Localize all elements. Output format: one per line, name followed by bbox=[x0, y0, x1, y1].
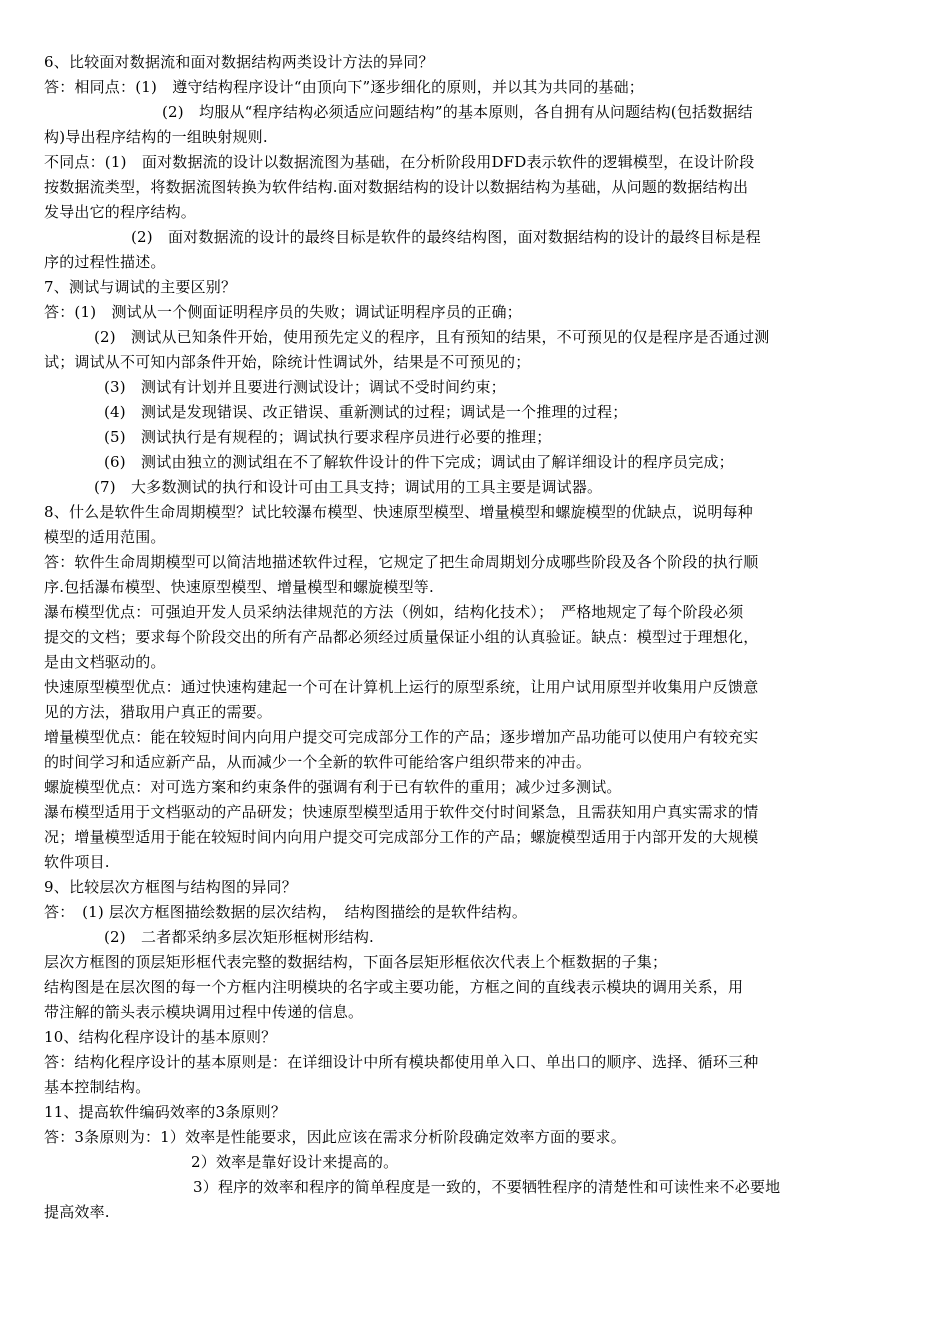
text-line: 答：(1) 测试从一个侧面证明程序员的失败；调试证明程序员的正确； bbox=[44, 303, 522, 321]
question-8-heading: 8、什么是软件生命周期模型？试比较瀑布模型、快速原型模型、增量模型和螺旋模型的优缺点，说明每种 bbox=[44, 503, 753, 521]
text-line: 按数据流类型，将数据流图转换为软件结构.面对数据结构的设计以数据结构为基础，从问题的数据结构出 bbox=[44, 178, 749, 196]
text-line: 见的方法，猎取用户真正的需要。 bbox=[44, 703, 273, 721]
text-line: 软件项目. bbox=[44, 853, 110, 871]
question-9-heading: 9、比较层次方框图与结构图的异同？ bbox=[44, 878, 297, 896]
text-line: (2) 面对数据流的设计的最终目标是软件的最终结构图，面对数据结构的设计的最终目标是程 bbox=[131, 228, 761, 246]
text-line: 提高效率. bbox=[44, 1203, 110, 1221]
text-line: 带注解的箭头表示模块调用过程中传递的信息。 bbox=[44, 1003, 364, 1021]
question-7-heading: 7、测试与调试的主要区别？ bbox=[44, 278, 237, 296]
question-10-heading: 10、结构化程序设计的基本原则？ bbox=[44, 1028, 277, 1046]
text-line: 不同点：(1) 面对数据流的设计以数据流图为基础，在分析阶段用DFD表示软件的逻辑模型，在设计阶段 bbox=[44, 153, 755, 171]
text-line: (2) 测试从已知条件开始，使用预先定义的程序，且有预知的结果，不可预见的仅是程序是否通过测 bbox=[94, 328, 770, 346]
text-line: 的时间学习和适应新产品，从而减少一个全新的软件可能给客户组织带来的冲击。 bbox=[44, 753, 592, 771]
text-line: (5) 测试执行是有规程的；调试执行要求程序员进行必要的推理； bbox=[104, 428, 552, 446]
text-line: 序的过程性描述。 bbox=[44, 253, 166, 271]
text-line: 模型的适用范围。 bbox=[44, 528, 166, 546]
text-line: 快速原型模型优点：通过快速构建起一个可在计算机上运行的原型系统，让用户试用原型并收集用户反馈意 bbox=[44, 678, 759, 696]
text-line: 试；调试从不可知内部条件开始，除统计性调试外，结果是不可预见的； bbox=[44, 353, 531, 371]
text-line: (2) 二者都采纳多层次矩形框树形结构. bbox=[104, 928, 375, 946]
text-line: 答：结构化程序设计的基本原则是：在详细设计中所有模块都使用单入口、单出口的顺序、选择、循环三种 bbox=[44, 1053, 759, 1071]
text-line: 答：相同点：(1) 遵守结构程序设计“由顶向下”逐步细化的原则，并以其为共同的基础； bbox=[44, 78, 644, 96]
text-line: (7) 大多数测试的执行和设计可由工具支持；调试用的工具主要是调试器。 bbox=[94, 478, 603, 496]
text-line: (3) 测试有计划并且要进行测试设计；调试不受时间约束； bbox=[104, 378, 506, 396]
text-line: 基本控制结构。 bbox=[44, 1078, 151, 1096]
text-line: (4) 测试是发现错误、改正错误、重新测试的过程；调试是一个推理的过程； bbox=[104, 403, 628, 421]
text-line: 答： (1) 层次方框图描绘数据的层次结构， 结构图描绘的是软件结构。 bbox=[44, 903, 528, 921]
text-line: 层次方框图的顶层矩形框代表完整的数据结构，下面各层矩形框依次代表上个框数据的子集； bbox=[44, 953, 668, 971]
text-line: 答：软件生命周期模型可以简洁地描述软件过程，它规定了把生命周期划分成哪些阶段及各个阶段的执行顺 bbox=[44, 553, 759, 571]
text-line: 瀑布模型适用于文档驱动的产品研发；快速原型模型适用于软件交付时间紧急，且需获知用户真实需求的情 bbox=[44, 803, 759, 821]
text-line: 提交的文档；要求每个阶段交出的所有产品都必须经过质量保证小组的认真验证。缺点：模型过于理想化， bbox=[44, 628, 759, 646]
text-line: 增量模型优点：能在较短时间内向用户提交可完成部分工作的产品；逐步增加产品功能可以使用户有较充实 bbox=[44, 728, 759, 746]
question-6-heading: 6、比较面对数据流和面对数据结构两类设计方法的异同？ bbox=[44, 53, 434, 71]
text-line: 瀑布模型优点：可强迫开发人员采纳法律规范的方法（例如，结构化技术）； 严格地规定了每个阶段必须 bbox=[44, 603, 744, 621]
text-line: 况；增量模型适用于能在较短时间内向用户提交可完成部分工作的产品；螺旋模型适用于内部开发的大规模 bbox=[44, 828, 759, 846]
question-11-heading: 11、提高软件编码效率的3条原则？ bbox=[44, 1103, 287, 1121]
text-line: (6) 测试由独立的测试组在不了解软件设计的件下完成；调试由了解详细设计的程序员完成； bbox=[104, 453, 734, 471]
text-line: 序.包括瀑布模型、快速原型模型、增量模型和螺旋模型等. bbox=[44, 578, 434, 596]
text-line: 答：3条原则为：1）效率是性能要求，因此应该在需求分析阶段确定效率方面的要求。 bbox=[44, 1128, 626, 1146]
text-line: 2）效率是靠好设计来提高的。 bbox=[191, 1153, 399, 1171]
text-line: (2) 均服从“程序结构必须适应问题结构”的基本原则，各自拥有从问题结构(包括数据结 bbox=[162, 103, 753, 121]
text-line: 3）程序的效率和程序的简单程度是一致的，不要牺牲程序的清楚性和可读性来不必要地 bbox=[193, 1178, 781, 1196]
text-line: 发导出它的程序结构。 bbox=[44, 203, 197, 221]
text-line: 结构图是在层次图的每一个方框内注明模块的名字或主要功能，方框之间的直线表示模块的调用关系，用 bbox=[44, 978, 744, 996]
text-line: 是由文档驱动的。 bbox=[44, 653, 166, 671]
text-line: 构)导出程序结构的一组映射规则. bbox=[44, 128, 268, 146]
text-line: 螺旋模型优点：对可选方案和约束条件的强调有利于已有软件的重用；减少过多测试。 bbox=[44, 778, 622, 796]
